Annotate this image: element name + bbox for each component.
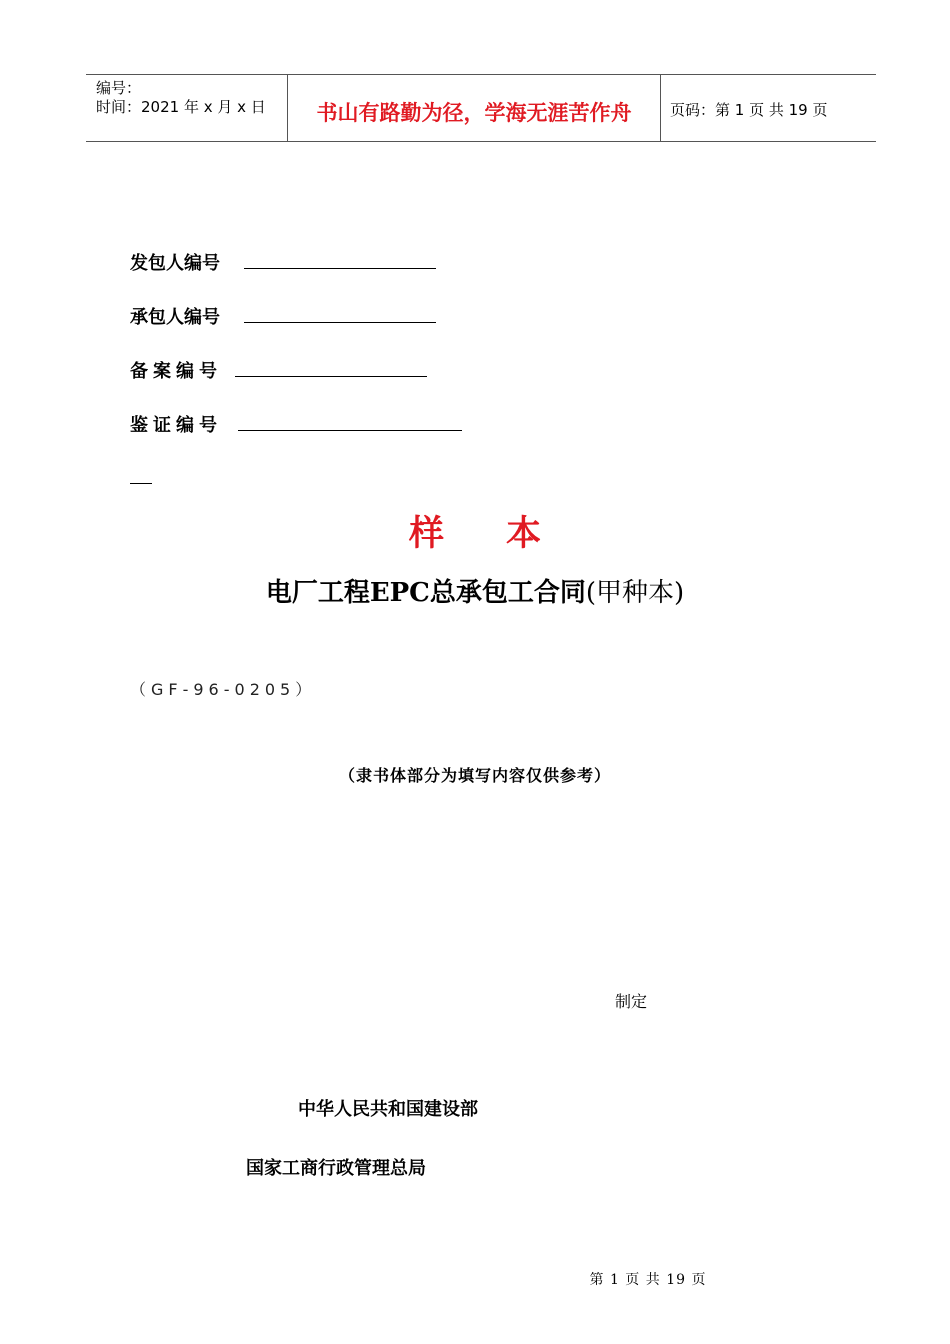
sample-char-1: 样 — [408, 513, 444, 554]
header-number-label: 编号： — [96, 79, 142, 97]
sample-stamp — [0, 506, 950, 556]
page-header — [86, 74, 876, 142]
field-label: 发包人编号 — [130, 253, 220, 274]
field-contractor-number-line[interactable] — [244, 322, 436, 323]
organization-ministry: 中华人民共和国建设部 — [298, 1099, 478, 1120]
field-record-number — [130, 357, 222, 383]
field-employer-number — [130, 249, 220, 275]
field-label: 鉴证编号 — [130, 415, 222, 436]
document-code: （GF-96-0205） — [130, 680, 317, 699]
header-motto: 书山有路勤为径，学海无涯苦作舟 — [316, 101, 632, 125]
header-time-label: 时间：2021 年 x 月 x 日 — [96, 98, 266, 116]
field-label: 备案编号 — [130, 361, 222, 382]
document-title-suffix: (甲种本) — [585, 578, 685, 608]
organization-administration: 国家工商行政管理总局 — [246, 1158, 426, 1179]
field-contractor-number — [130, 303, 220, 329]
field-verification-number-line[interactable] — [238, 430, 462, 431]
header-page-info: 页码：第 1 页 共 19 页 — [670, 101, 828, 119]
field-record-number-line[interactable] — [235, 376, 427, 377]
field-employer-number-line[interactable] — [244, 268, 436, 269]
page-footer: 第 1 页 共 19 页 — [589, 1272, 707, 1288]
document-title-main: 电厂工程EPC总承包工合同 — [265, 578, 586, 608]
field-verification-number — [130, 411, 222, 437]
enacted-label: 制定 — [615, 992, 648, 1011]
document-title — [0, 572, 950, 609]
header-meta — [96, 79, 266, 117]
header-divider-right — [660, 75, 661, 141]
short-underline — [130, 483, 152, 484]
field-label: 承包人编号 — [130, 307, 220, 328]
document-note: （隶书体部分为填写内容仅供参考） — [338, 766, 611, 785]
sample-char-2: 本 — [506, 513, 542, 554]
